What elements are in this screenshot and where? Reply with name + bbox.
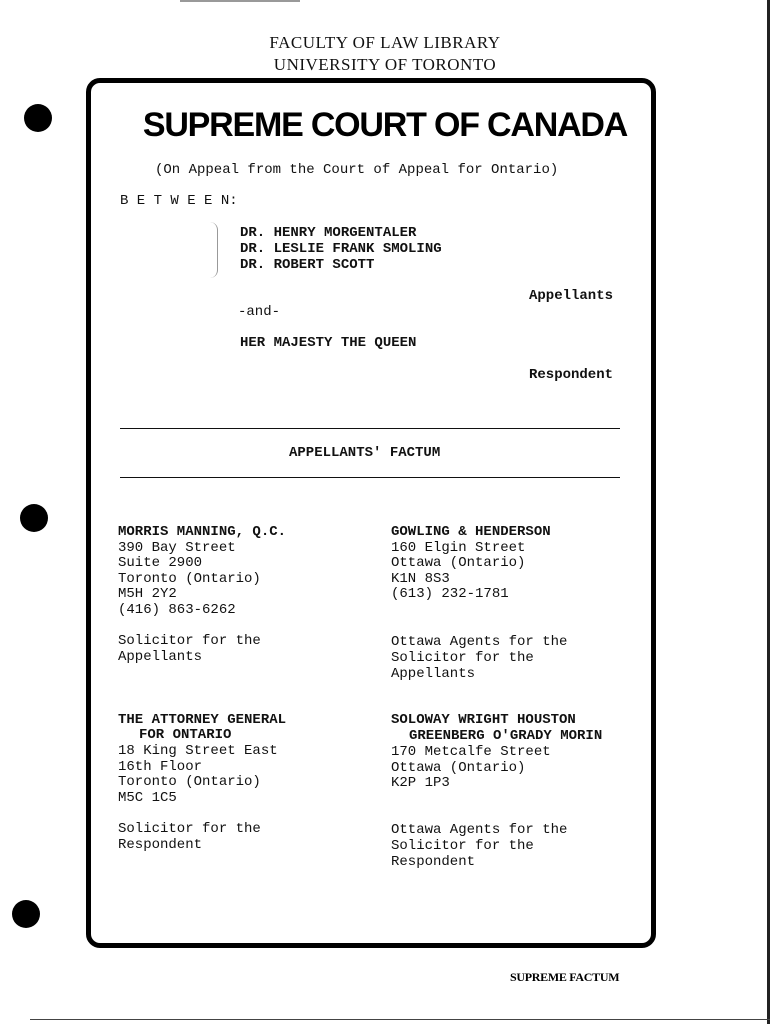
counsel-role: Appellants bbox=[118, 649, 203, 665]
appellant-name-1: DR. HENRY MORGENTALER bbox=[240, 225, 417, 241]
counsel-role: Solicitor for the bbox=[391, 650, 534, 666]
counsel-name: GREENBERG O'GRADY MORIN bbox=[409, 728, 603, 744]
between-label: B E T W E E N: bbox=[120, 193, 238, 209]
counsel-address-line: Suite 2900 bbox=[118, 555, 203, 571]
counsel-address-line: 16th Floor bbox=[118, 759, 203, 775]
library-header-line1: FACULTY OF LAW LIBRARY bbox=[269, 33, 501, 52]
counsel-role: Respondent bbox=[391, 854, 476, 870]
counsel-name: THE ATTORNEY GENERAL bbox=[118, 712, 287, 728]
and-label: -and- bbox=[238, 304, 281, 320]
counsel-address-line: Toronto (Ontario) bbox=[118, 571, 261, 587]
factum-rule-bottom bbox=[120, 477, 620, 478]
counsel-address-line: K2P 1P3 bbox=[391, 775, 450, 791]
counsel-phone: (613) 232-1781 bbox=[391, 586, 509, 602]
counsel-role: Ottawa Agents for the bbox=[391, 634, 568, 650]
appellants-role: Appellants bbox=[529, 288, 614, 304]
counsel-role: Appellants bbox=[391, 666, 476, 682]
respondent-name: HER MAJESTY THE QUEEN bbox=[240, 335, 417, 351]
counsel-role: Solicitor for the bbox=[118, 633, 261, 649]
counsel-name: MORRIS MANNING, Q.C. bbox=[118, 524, 287, 540]
counsel-name: FOR ONTARIO bbox=[139, 727, 232, 743]
counsel-address-line: M5C 1C5 bbox=[118, 790, 177, 806]
counsel-address-line: Toronto (Ontario) bbox=[118, 774, 261, 790]
punch-hole-bottom bbox=[12, 900, 40, 928]
counsel-phone: (416) 863-6262 bbox=[118, 602, 236, 618]
counsel-address-line: Ottawa (Ontario) bbox=[391, 760, 526, 776]
punch-hole-middle bbox=[20, 504, 48, 532]
counsel-name: GOWLING & HENDERSON bbox=[391, 524, 551, 540]
counsel-role: Ottawa Agents for the bbox=[391, 822, 568, 838]
appeal-note: (On Appeal from the Court of Appeal for Ontario) bbox=[155, 162, 559, 178]
counsel-address-line: 160 Elgin Street bbox=[391, 540, 526, 556]
footer-printer-mark: SUPREME FACTUM bbox=[510, 970, 620, 984]
counsel-address-line: 18 King Street East bbox=[118, 743, 278, 759]
counsel-address-line: 170 Metcalfe Street bbox=[391, 744, 551, 760]
appellants-brace bbox=[205, 222, 218, 278]
respondent-role: Respondent bbox=[529, 367, 614, 383]
court-title: SUPREME COURT OF CANADA bbox=[142, 106, 628, 144]
counsel-address-line: Ottawa (Ontario) bbox=[391, 555, 526, 571]
counsel-address-line: M5H 2Y2 bbox=[118, 586, 177, 602]
counsel-name: SOLOWAY WRIGHT HOUSTON bbox=[391, 712, 576, 728]
factum-title: APPELLANTS' FACTUM bbox=[289, 445, 441, 461]
counsel-address-line: 390 Bay Street bbox=[118, 540, 236, 556]
scan-edge-top bbox=[180, 0, 300, 2]
counsel-address-line: K1N 8S3 bbox=[391, 571, 450, 587]
appellant-name-3: DR. ROBERT SCOTT bbox=[240, 257, 375, 273]
factum-rule-top bbox=[120, 428, 620, 429]
scan-edge-bottom bbox=[30, 1019, 770, 1020]
counsel-role: Solicitor for the bbox=[118, 821, 261, 837]
counsel-role: Respondent bbox=[118, 837, 203, 853]
appellant-name-2: DR. LESLIE FRANK SMOLING bbox=[240, 241, 442, 257]
library-header-line2: UNIVERSITY OF TORONTO bbox=[273, 55, 497, 74]
counsel-role: Solicitor for the bbox=[391, 838, 534, 854]
